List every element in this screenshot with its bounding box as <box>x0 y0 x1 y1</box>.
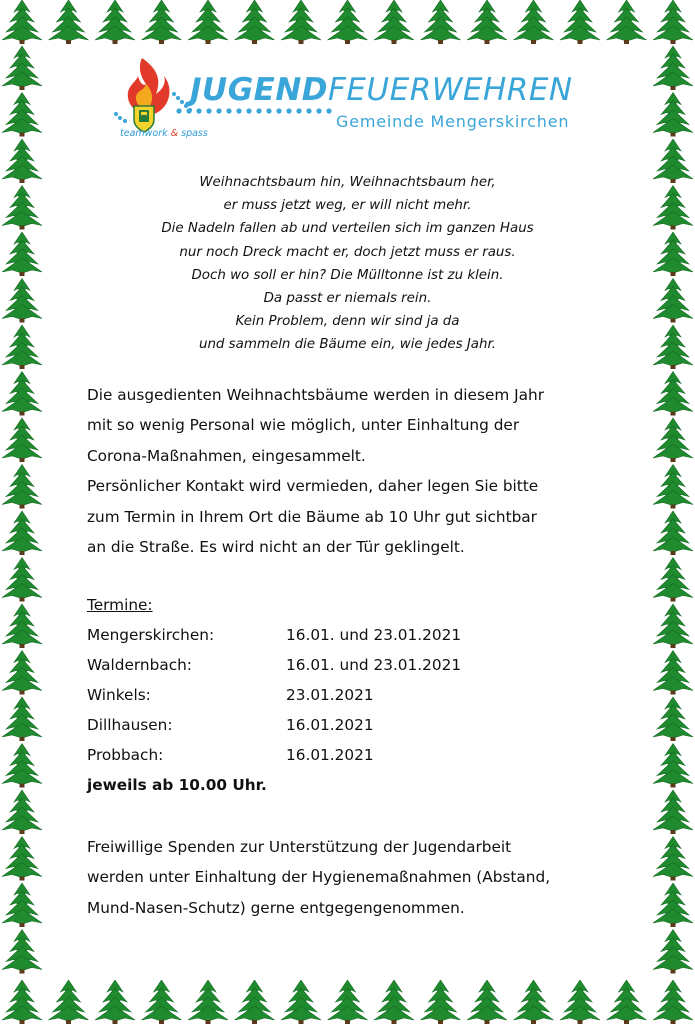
logo-slogan-a: teamwork <box>120 128 168 139</box>
info-line: Corona-Maßnahmen, eingesammelt. <box>87 446 366 465</box>
christmas-tree-icon <box>607 980 647 1024</box>
termine-place: Winkels: <box>87 686 151 704</box>
christmas-tree-icon <box>653 93 693 137</box>
christmas-tree-icon <box>653 837 693 881</box>
christmas-tree-icon <box>653 790 693 834</box>
logo-title-rest: FEUERWEHREN <box>328 72 573 108</box>
tree-border-bottom <box>0 980 695 1024</box>
christmas-tree-icon <box>653 186 693 230</box>
logo-subtitle: Gemeinde Mengerskirchen <box>336 112 570 131</box>
christmas-tree-icon <box>607 0 647 44</box>
christmas-tree-icon <box>467 980 507 1024</box>
termine-list <box>87 590 607 800</box>
christmas-tree-icon <box>281 980 321 1024</box>
christmas-tree-icon <box>281 0 321 44</box>
poem-line: er muss jetzt weg, er will nicht mehr. <box>223 198 472 214</box>
logo-dots-decoration <box>174 106 334 116</box>
christmas-tree-icon <box>653 325 693 369</box>
christmas-tree-icon <box>188 980 228 1024</box>
christmas-tree-icon <box>653 883 693 927</box>
termine-date: 16.01.2021 <box>286 716 374 734</box>
poem-line: Doch wo soll er hin? Die Mülltonne ist zu klein. <box>191 267 504 283</box>
christmas-tree-icon <box>2 837 42 881</box>
christmas-tree-icon <box>2 418 42 462</box>
poem-line: Da passt er niemals rein. <box>263 291 432 307</box>
christmas-tree-icon <box>374 0 414 44</box>
christmas-tree-icon <box>653 744 693 788</box>
christmas-tree-icon <box>374 980 414 1024</box>
christmas-tree-icon <box>49 980 89 1024</box>
christmas-tree-icon <box>560 0 600 44</box>
info-line: zum Termin in Ihrem Ort die Bäume ab 10 Uhr gut sichtbar <box>87 507 537 526</box>
christmas-tree-icon <box>2 558 42 602</box>
termine-date: 16.01.2021 <box>286 746 374 764</box>
donation-paragraph <box>87 832 622 923</box>
christmas-tree-icon <box>142 980 182 1024</box>
donation-line: werden unter Einhaltung der Hygienemaßnahmen (Abstand, <box>87 868 551 887</box>
info-paragraph <box>87 380 622 562</box>
christmas-tree-icon <box>421 980 461 1024</box>
termine-date: 16.01. und 23.01.2021 <box>286 626 462 644</box>
christmas-tree-icon <box>2 325 42 369</box>
christmas-tree-icon <box>2 930 42 974</box>
christmas-tree-icon <box>2 604 42 648</box>
termine-date: 23.01.2021 <box>286 686 374 704</box>
termine-note: jeweils ab 10.00 Uhr. <box>87 776 267 794</box>
logo-slogan-b: spass <box>181 128 208 139</box>
info-line: Persönlicher Kontakt wird vermieden, daher legen Sie bitte <box>87 477 539 496</box>
christmas-tree-icon <box>2 465 42 509</box>
poem-line: Weihnachtsbaum hin, Weihnachtsbaum her, <box>199 175 496 190</box>
jugendfeuerwehr-logo <box>104 52 604 152</box>
christmas-tree-icon <box>653 372 693 416</box>
christmas-tree-icon <box>653 465 693 509</box>
termine-date: 16.01. und 23.01.2021 <box>286 656 462 674</box>
christmas-tree-icon <box>2 883 42 927</box>
christmas-tree-icon <box>2 744 42 788</box>
christmas-tree-icon <box>2 790 42 834</box>
christmas-tree-icon <box>467 0 507 44</box>
info-line: an die Straße. Es wird nicht an der Tür geklingelt. <box>87 538 465 557</box>
christmas-tree-icon <box>421 0 461 44</box>
termine-row <box>87 710 607 740</box>
christmas-tree-icon <box>95 0 135 44</box>
christmas-tree-icon <box>142 0 182 44</box>
christmas-tree-icon <box>653 232 693 276</box>
christmas-tree-icon <box>653 558 693 602</box>
christmas-tree-icon <box>2 511 42 555</box>
christmas-tree-icon <box>514 980 554 1024</box>
poem-line: nur noch Dreck macht er, doch jetzt muss er raus. <box>179 244 516 260</box>
donation-line: Freiwillige Spenden zur Unterstützung der Jugendarbeit <box>87 838 512 856</box>
logo-slogan <box>120 128 208 139</box>
poem-line: und sammeln die Bäume ein, wie jedes Jahr. <box>198 337 497 353</box>
christmas-tree-icon <box>653 418 693 462</box>
christmas-tree-icon <box>188 0 228 44</box>
termine-place: Mengerskirchen: <box>87 626 215 644</box>
tree-border-left <box>0 0 44 1024</box>
termine-place: Waldernbach: <box>87 656 192 674</box>
termine-heading: Termine: <box>87 596 153 614</box>
poem-line: Die Nadeln fallen ab und verteilen sich im ganzen Haus <box>161 221 534 237</box>
logo-title <box>190 72 573 108</box>
christmas-tree-icon <box>560 980 600 1024</box>
christmas-tree-icon <box>653 930 693 974</box>
info-line: mit so wenig Personal wie möglich, unter Einhaltung der <box>87 416 520 435</box>
termine-row <box>87 620 607 650</box>
poem-line: Kein Problem, denn wir sind ja da <box>235 314 460 330</box>
poem <box>60 171 635 357</box>
christmas-tree-icon <box>2 372 42 416</box>
christmas-tree-icon <box>2 279 42 323</box>
christmas-tree-icon <box>2 186 42 230</box>
christmas-tree-icon <box>235 0 275 44</box>
christmas-tree-icon <box>2 46 42 90</box>
info-line: Die ausgedienten Weihnachtsbäume werden in diesem Jahr <box>87 386 544 404</box>
christmas-tree-icon <box>2 651 42 695</box>
tree-border-top <box>0 0 695 44</box>
christmas-tree-icon <box>328 0 368 44</box>
termine-place: Probbach: <box>87 746 164 764</box>
tree-border-right <box>651 0 695 1024</box>
christmas-tree-icon <box>2 232 42 276</box>
christmas-tree-icon <box>514 0 554 44</box>
donation-line: Mund-Nasen-Schutz) gerne entgegengenommen. <box>87 898 465 917</box>
christmas-tree-icon <box>653 651 693 695</box>
christmas-tree-icon <box>653 279 693 323</box>
christmas-tree-icon <box>653 46 693 90</box>
christmas-tree-icon <box>653 697 693 741</box>
christmas-tree-icon <box>95 980 135 1024</box>
christmas-tree-icon <box>2 93 42 137</box>
christmas-tree-icon <box>653 139 693 183</box>
christmas-tree-icon <box>328 980 368 1024</box>
christmas-tree-icon <box>653 511 693 555</box>
termine-row <box>87 650 607 680</box>
christmas-tree-icon <box>235 980 275 1024</box>
christmas-tree-icon <box>2 139 42 183</box>
termine-row <box>87 740 607 770</box>
christmas-tree-icon <box>2 697 42 741</box>
christmas-tree-icon <box>653 604 693 648</box>
termine-row <box>87 680 607 710</box>
termine-place: Dillhausen: <box>87 716 173 734</box>
christmas-tree-icon <box>49 0 89 44</box>
logo-slogan-amp: & <box>170 128 179 139</box>
logo-title-bold: JUGEND <box>190 72 329 108</box>
